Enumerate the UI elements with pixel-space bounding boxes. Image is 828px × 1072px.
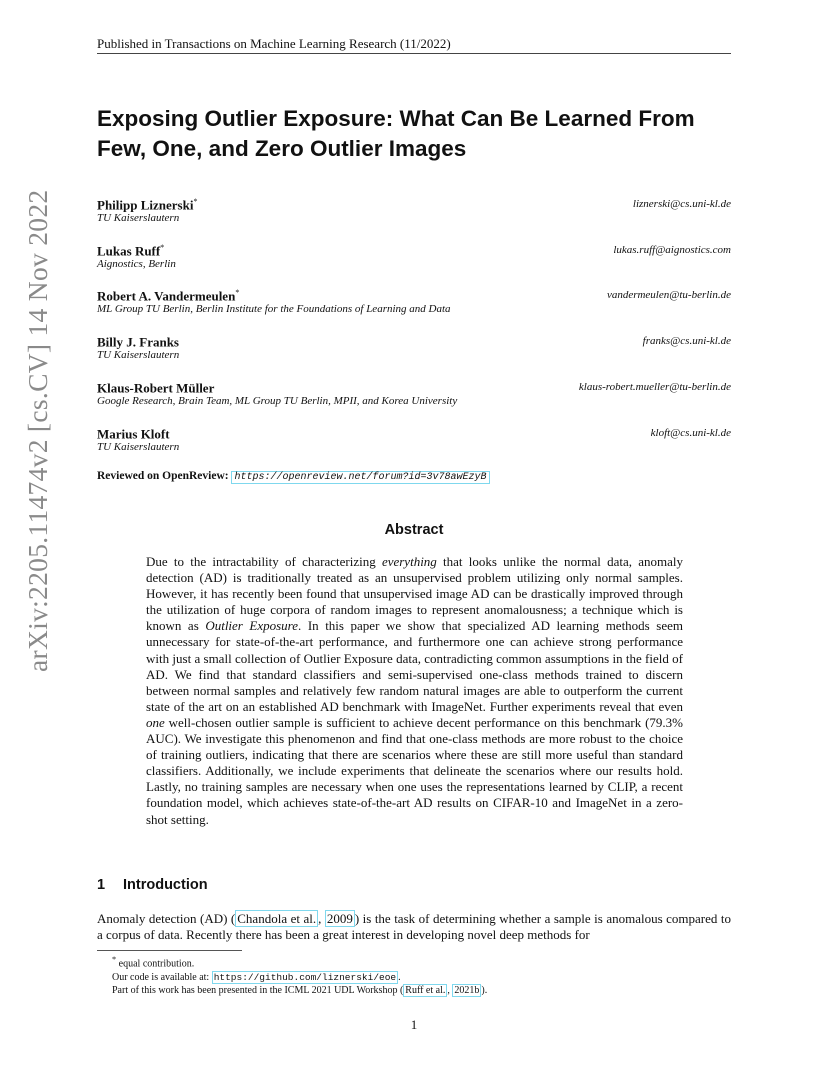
code-link[interactable]: https://github.com/liznerski/eoe — [213, 971, 397, 983]
author-name-text: Klaus-Robert Müller — [97, 380, 215, 396]
author-name — [97, 288, 239, 304]
abstract-heading: Abstract — [384, 522, 444, 538]
author-affiliation: ML Group TU Berlin, Berlin Institute for the Foundations of Learning and Data — [97, 303, 451, 316]
author-name-text: Billy J. Franks — [97, 334, 179, 350]
author-affiliation: TU Kaiserslautern — [97, 440, 180, 453]
author-email[interactable]: kloft@cs.uni-kl.de — [650, 426, 731, 439]
citation-link[interactable]: 2021b — [454, 985, 480, 997]
author-affiliation: Google Research, Brain Team, ML Group TU Berlin, MPII, and Korea University — [97, 394, 458, 407]
author-email[interactable]: liznerski@cs.uni-kl.de — [632, 198, 731, 210]
footnote-text: ). — [481, 985, 488, 997]
author-affiliation: TU Kaiserslautern — [97, 349, 180, 362]
footnote-text: equal contribution. — [118, 958, 195, 970]
footnote-workshop: Part of this work has been presented in the ICML 2021 UDL Workshop ( Ruff et al. , 2021b ). — [112, 985, 488, 997]
author-name-text: Marius Kloft — [97, 425, 170, 441]
running-header: Published in Transactions on Machine Learning Research (11/2022) — [97, 36, 451, 51]
author-name — [97, 197, 197, 213]
author-name — [97, 243, 164, 259]
citation-link[interactable]: 2009 — [326, 911, 353, 926]
author-name-text: Philipp Liznerski — [97, 197, 194, 213]
author-name-text: Lukas Ruff — [97, 243, 161, 259]
openreview-link[interactable]: https://openreview.net/forum?id=3v78awEzyB — [231, 471, 489, 484]
paper-title: Exposing Outlier Exposure: What Can Be Learned From Few, One, and Zero Outlier Images — [97, 106, 695, 161]
author-email[interactable]: vandermeulen@tu-berlin.de — [606, 289, 731, 302]
author-email[interactable]: lukas.ruff@aignostics.com — [613, 243, 731, 256]
author-mark: * — [193, 197, 198, 206]
footnotes — [112, 953, 487, 998]
author-email[interactable]: klaus-robert.mueller@tu-berlin.de — [578, 380, 731, 393]
footnote-mark: * — [112, 955, 117, 964]
author-mark: * — [160, 242, 165, 252]
reviewed-label: Reviewed on OpenReview: — [97, 470, 229, 482]
author-email[interactable]: franks@cs.uni-kl.de — [642, 335, 731, 348]
abstract-text: Due to the intractability of characterizing everything that looks unlike the normal data, anomaly detection (AD) is traditionally treated as an unsupervised problem utilizing only normal samples. However, it has recently been found that unsupervised image AD can be drastically improved through the utilization of huge corpora of random images to represent anomalousness; a technique which is known as Outlier Exposure. In this paper we show that specialized AD learning methods seem unnecessary for state-of-the-art performance, and furthermore one can achieve strong performance with just a small collection of Outlier Exposure data, contradicting common assumptions in the field of AD. We find that standard classifiers and semi-supervised one-class methods trained to discern between normal samples and relatively few random natural images are able to outperform the current state of the art on an established AD benchmark with ImageNet. Further experiments reveal that even one well-chosen outlier sample is sufficient to achieve decent performance on this benchmark (79.3% AUC). We investigate this phenomenon and find that one-class methods are more robust to the choice of training outliers, indicating that there are scenarios where these are still more useful than standard classifiers. Additionally, we include experiments that delineate the scenarios where our results hold. Lastly, no training samples are necessary when one uses the representations learned by CLIP, a recent foundation model, which achieves state-of-the-art AD results on CIFAR-10 and ImageNet in a zero-shot setting. — [146, 554, 684, 827]
intro-text: , — [318, 911, 325, 926]
author-name — [97, 334, 179, 350]
footnote-rule — [97, 950, 242, 951]
intro-text: ) is the task of determining whether a sample is anomalous compared to a corpus of data. Recently there has been a great interest in developing novel deep methods for — [97, 911, 732, 942]
intro-text: Anomaly detection (AD) ( — [97, 911, 236, 926]
footnote-code: Our code is available at: https://github.com/liznerski/eoe . — [112, 971, 401, 983]
author-name — [97, 426, 170, 442]
author-name-text: Robert A. Vandermeulen — [97, 288, 236, 304]
author-affiliation: Aignostics, Berlin — [97, 257, 176, 270]
header-rule — [97, 53, 731, 54]
section-heading — [97, 877, 208, 893]
intro-paragraph — [97, 911, 731, 943]
author-affiliation: TU Kaiserslautern — [97, 212, 180, 224]
section-title: Introduction — [123, 877, 208, 893]
citation-link[interactable]: Ruff et al. — [405, 985, 446, 997]
footnote-text: Part of this work has been presented in the ICML 2021 UDL Workshop ( — [112, 985, 404, 997]
footnote-text: Our code is available at: — [112, 971, 210, 983]
author-name — [97, 380, 214, 396]
footnote-equal — [112, 953, 487, 971]
section-number: 1 — [97, 877, 106, 893]
citation-link[interactable]: Chandola et al. — [237, 911, 317, 926]
author-mark: * — [235, 288, 240, 298]
page-number: 1 — [410, 1017, 418, 1032]
reviewed-line — [97, 470, 490, 483]
arxiv-stamp: arXiv:2205.11474v2 [cs.CV] 14 Nov 2022 — [22, 189, 53, 672]
